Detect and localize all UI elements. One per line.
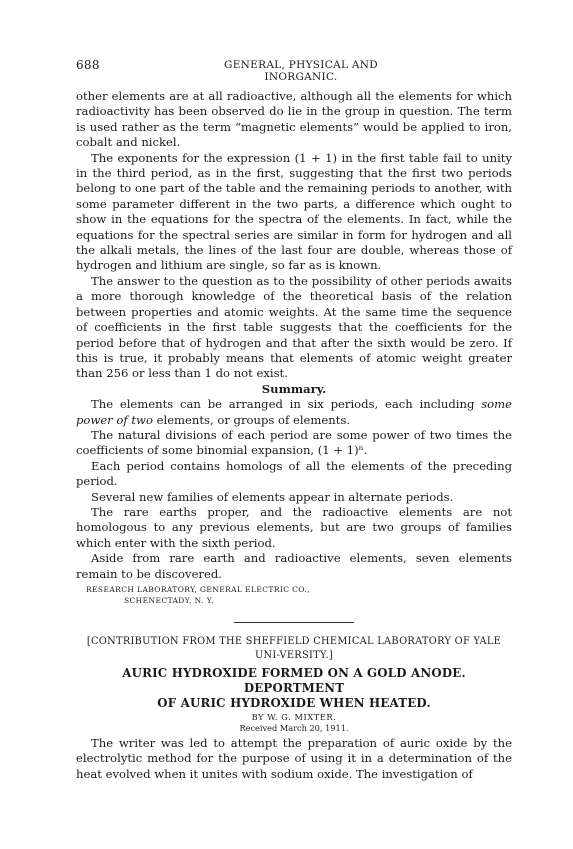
summary-item: Several new families of elements appear in alternate periods.	[91, 489, 454, 504]
summary-item: The rare earths proper, and the radioactive elements are not homologous to any previous elements, but are two groups of families which enter with the sixth period.	[76, 504, 512, 550]
page-header	[76, 58, 512, 83]
article-author: BY W. G. MIXTER.	[251, 712, 337, 722]
article-opening-paragraph: The writer was led to attempt the preparation of auric oxide by the electrolytic method for the purpose of using it in a determination of the heat evolved when it unites with sodium oxide. The investigation of	[76, 736, 512, 781]
summary-item-italic: some power of two	[76, 397, 512, 427]
summary-item: Each period contains homologs of all the elements of the preceding period.	[76, 458, 512, 489]
article-title-line: OF AURIC HYDROXIDE WHEN HEATED.	[157, 696, 431, 710]
section-divider	[234, 622, 354, 623]
summary-item: The natural divisions of each period are some power of two times the coefficients of some binomial expansion, (1 + 1)ⁿ.	[76, 427, 512, 458]
affiliation-line: RESEARCH LABORATORY, GENERAL ELECTRIC CO.,	[86, 585, 310, 594]
summary-heading: Summary.	[261, 381, 327, 396]
summary-item-text: elements, or groups of elements.	[152, 412, 351, 427]
received-date: Received March 20, 1911.	[239, 723, 349, 733]
summary-item-text: The elements can be arranged in six periods, each including	[91, 397, 482, 412]
affiliation-city: SCHENECTADY, N. Y.	[124, 596, 214, 605]
paragraph-other-periods: The answer to the question as to the possibility of other periods awaits a more thorough knowledge of the theoretical basis of the relation between properties and atomic weights. At the same time the sequence of coefficients in the first table suggests that the coefficients for the period before that of hydrogen and that after the sixth would be zero. If this is true, it probably means that elements of atomic weight greater than 256 or less than 1 do not exist.	[76, 273, 512, 381]
contribution-note: [CONTRIBUTION FROM THE SHEFFIELD CHEMICAL LABORATORY OF YALE UNI-VERSITY.]	[86, 636, 502, 661]
running-head: GENERAL, PHYSICAL AND INORGANIC.	[224, 59, 378, 83]
paragraph-continuation: other elements are at all radioactive, although all the elements for which radioactivity has been observed do lie in the group in question. The term is used rather as the term “magnetic elements” would be applied to iron, cobalt and nickel.	[76, 89, 512, 150]
author-affiliation	[86, 584, 512, 606]
summary-item: Aside from rare earth and radioactive elements, seven elements remain to be discovered.	[76, 551, 512, 581]
summary-item	[76, 397, 512, 428]
paragraph-exponents: The exponents for the expression (1 + 1) in the first table fail to unity in the third period, as in the first, suggesting that the first two periods belong to one part of the table and the remaining periods to another, with some parameter different in the two parts, a difference which ought to show in the equations for the spectra of the elements. In fact, while the equations for the spectral series are similar in form for hydrogen and all the alkali metals, the lines of the last four are double, whereas those of hydrogen and lithium are single, so far as is known.	[76, 150, 512, 273]
page-body	[76, 89, 512, 782]
page-number: 688	[76, 58, 100, 72]
article-title-line: AURIC HYDROXIDE FORMED ON A GOLD ANODE. DEPORTMENT	[122, 666, 466, 695]
